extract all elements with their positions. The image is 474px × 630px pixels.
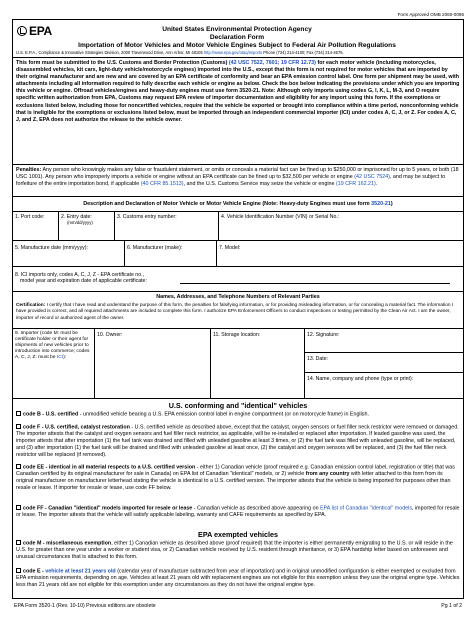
divider — [12, 291, 464, 292]
owner-field[interactable] — [94, 330, 210, 390]
code-ff-item — [16, 505, 460, 519]
code-b-label: code B - U.S. certified — [23, 411, 79, 418]
divider — [304, 352, 464, 353]
code-f-label: code F - U.S. certified, catalyst restoration — [23, 424, 130, 431]
code-ee-checkbox[interactable] — [16, 464, 21, 469]
code-m-checkbox[interactable] — [16, 540, 21, 545]
instructions-body: for each motor vehicle (including motorcycles, disassembled vehicles, kit cars, light-duty vehicle/motorcycle engines) imported into the U.S., except that this form is not required for motor vehicles that are imported by their original manufacturer and are new and are covered by an EPA certificate of conformity and bear an EPA emission control label. One form per shipment may be used, with attachments including all information required to fully describe each vehicle or engine as below. Check the box below indicating the provisions under which you are importing this vehicle or engine. Offroad vehicles/engines and heavy-duty engines must use form 3520-21. Note: Although only imports using codes G, I, K, L, M-3, and O require specific written authorization from EPA, Customs may request EPA review of importer documentation and eligibility for any import using this form. If the exemptions or exclusions listed below, including those for noncertified vehicles, require that the vehicle be exported or brought into compliance within a time period, nonconforming vehicle that is ineligible for the exemptions or exclusions listed below, must be imported through an independent commercial importer (ICI) under codes A, C, J, or Z. For codes A, C, J, and Z, EPA does not authorize the release to the vehicle owner. — [16, 60, 460, 123]
model-label: 7. Model: — [219, 245, 241, 251]
form-title: Importation of Motor Vehicles and Motor Vehicle Engines Subject to Federal Air Pollution Regulations — [78, 42, 396, 49]
form-3520-21-link[interactable]: 3520-21 — [371, 201, 391, 207]
date-label: 13. Date: — [307, 356, 329, 362]
code-f-text: - U.S. certified vehicle as described above, except that the catalyst, oxygen sensors or fuel filler neck restrictor were removed or damaged. The importer attests that the catalyst and oxygen sensors and fuel filler neck restrictor, as applicable, will be re-installed or replaced after importation. If leaded gasoline was used, the importer attests that after importation (1) the fuel tank was drained and filled with unleaded gasoline at least 3 times, or (2) the fuel tank was filled with unleaded gasoline, will be replaced, and (3) after importation (1) the fuel tank will be drained and filled with unleaded gasoline at least once, (2) the catalyst and oxygen sensors will be replaced, and (3) the fuel filler neck restrictor will be replaced (if removed). — [16, 424, 459, 459]
vin-field[interactable] — [218, 212, 464, 240]
code-b-item — [16, 411, 460, 418]
code-b-text: - unmodified vehicle bearing a U.S. EPA emission control label in engine compartment (or on motorcycle frame) in English. — [79, 411, 369, 418]
customs-entry-label: 3. Customs entry number: — [117, 214, 177, 220]
code-f-checkbox[interactable] — [16, 424, 21, 429]
divider — [304, 372, 464, 373]
code-ee-bold: from any country — [305, 471, 350, 478]
penalties-paragraph — [16, 167, 460, 188]
exempted-section-title: EPA exempted vehicles — [198, 530, 278, 539]
form-name: Declaration Form — [209, 34, 265, 41]
owner-label: 10. Owner: — [97, 332, 123, 338]
importer-label-end: ): — [63, 354, 67, 360]
divider — [12, 240, 464, 241]
parties-section-title: Names, Addresses, and Telephone Numbers of Relevant Parties — [156, 294, 320, 300]
name-company-phone-label: 14. Name, company and phone (type or print): — [307, 376, 414, 382]
declaration-title-end: ) — [390, 201, 393, 207]
certification-label: Certification: — [16, 303, 46, 308]
signature-field[interactable] — [304, 330, 464, 352]
customs-citation-link[interactable]: (42 USC 7522, 7601; 19 CFR 12.73) — [228, 60, 316, 66]
code-e-item — [16, 568, 460, 589]
code-e-checkbox[interactable] — [16, 568, 21, 573]
code-ee-text-b: with letter attached to this form from its original manufacturer on manufacturer letterhead stating the vehicle is identical to a U.S. certified version. The importer attests that the vehicle is being imported for purposes other than resale or lease. If importer for resale or lease, use code FF below. — [16, 471, 451, 492]
penalty-citation-link-3[interactable]: (19 CFR 162.21) — [335, 181, 376, 188]
storage-location-field[interactable] — [210, 330, 304, 390]
certification-text: I certify that I have read and understand the purpose of this form, the penalties for falsifying information, or for providing misleading information, or for concealing a material fact. The information I have provided is correct, and all required attachments are included to complete this form. I authorize EPA Enforcement Officers to conduct inspections or testing permitted by the Clean Air Act. I am the owner, importer of record or authorized agent of the owner. — [16, 303, 454, 321]
code-f-item — [16, 424, 460, 459]
vin-label: 4. Vehicle Identification Number (VIN) or Serial No.: — [221, 214, 340, 220]
form-revision-footer: EPA Form 3520-1 (Rev. 10-10) Previous editions are obsolete — [14, 603, 156, 609]
importer-label: 9. Importer (code M: must be certificate holder or their agent for shipments of new vehicles prior to introduction into commerce; codes A, C, J, Z: must be — [15, 331, 90, 360]
name-company-phone-field[interactable] — [304, 374, 464, 396]
code-ff-label: code FF - Canadian "identical" models imported for resale or lease — [23, 505, 193, 512]
manufacture-date-label: 5. Manufacture date (mm/yyyy): — [15, 245, 88, 251]
divider — [12, 57, 464, 58]
entry-date-field[interactable] — [58, 212, 114, 240]
penalty-citation-link-2[interactable]: (40 CFR 85.1513) — [140, 181, 184, 188]
importer-field[interactable] — [12, 329, 94, 387]
code-m-label: code M - miscellaneous exemption — [23, 540, 112, 547]
manufacturer-label: 6. Manufacturer (make): — [127, 245, 183, 251]
ici-certificate-label-line-1: 8. ICI imports only, codes A, C, J, Z - EPA certificate no., — [15, 272, 144, 278]
agency-address-line — [16, 50, 460, 55]
entry-date-format: (mm/dd/yyyy) — [67, 220, 93, 226]
penalties-text-1: Any person who knowingly makes any false or fraudulent statement, or omits or conceals a material fact can be fined up to $250,000 or imprisoned for up to 5 years, or both (18 USC 1001). Any person who improperly imports a vehicle or engine without an EPA certificate can be fined up to $32,500 per vehicle or engine — [16, 167, 459, 181]
instructions-intro: This form must be submitted to the U.S. Customs and Border Protection (Customs) — [16, 60, 228, 66]
penalties-label: Penalties: — [16, 167, 42, 173]
divider — [12, 164, 464, 165]
code-m-item — [16, 540, 460, 561]
entry-date-label: 2. Entry date: — [61, 214, 92, 220]
agency-address: U.S. E.P.A., Compliance & Innovative Strategies Division, 2000 Traverwood Drive, Ann Arbor, MI 48105 — [16, 50, 203, 55]
code-ff-text-a: - Canadian vehicle as described above appearing on — [193, 505, 319, 512]
imports-url-link[interactable]: http://www.epa.gov/otaq/imports — [203, 50, 263, 55]
port-code-label: 1. Port code: — [15, 214, 45, 220]
page-number: Pg 1 of 2 — [441, 603, 462, 609]
declaration-section-title — [12, 201, 464, 207]
code-ff-text-b: , imported for resale or lease. The importer attests that the vehicle will satisfy applicable labeling, warranty and CAFE requirements as specified by EPA. — [16, 505, 460, 519]
ici-certificate-field[interactable] — [12, 270, 312, 290]
code-ee-item — [16, 464, 460, 492]
divider — [12, 398, 464, 399]
code-ee-text-a: - either 1) Canadian vehicle (proof required e.g. Canadian emission control label, registration or title) that was Canadian certified by its original manufacturer for sale in Canada) on EPA list of Canadian "identical" models, or 2) vehicle — [16, 464, 455, 478]
ici-certificate-label-line-2: model year and expiration date of applicable certificate: — [20, 278, 147, 285]
vehicle-21-years-link[interactable]: vehicle at least 21 years old — [45, 568, 116, 575]
date-field[interactable] — [304, 354, 464, 370]
divider — [12, 266, 464, 267]
penalties-text-4: . — [375, 181, 378, 188]
storage-location-label: 11. Storage location: — [213, 332, 261, 338]
model-field[interactable] — [216, 243, 464, 261]
instructions-paragraph — [16, 60, 460, 124]
code-e-label: code E - — [23, 568, 44, 575]
code-ff-checkbox[interactable] — [16, 505, 21, 510]
epa-logo-text: EPA — [29, 24, 52, 38]
canadian-identical-list-link[interactable]: EPA list of Canadian "identical" models — [320, 505, 412, 512]
port-code-field[interactable] — [12, 212, 58, 240]
code-e-text: (calendar year of manufacture subtracted from year of importation) and in original unmodified configuration is either exempted or excluded from EPA emission requirements, depending on age. Vehicles at least 21 years old with replacement engines are not eligible for this exemption unless they use the original engine type. Vehicles less than 21 years old are not eligible for this exemption under any circumstances as they do not have the original engine type. — [16, 568, 460, 589]
manufacturer-field[interactable] — [124, 243, 216, 261]
agency-name: United States Environmental Protection Agency — [162, 26, 312, 33]
penalties-text-2: , and may be subject to forfeiture of the entire importation bond, if applicable — [16, 174, 446, 188]
penalties-text-3: , and the U.S. Customs Service may seize the vehicle or engine — [183, 181, 335, 188]
code-b-checkbox[interactable] — [16, 411, 21, 416]
code-ee-label: code EE - identical in all material respects to a U.S. certified version — [23, 464, 196, 471]
conforming-section-title: U.S. conforming and "identical" vehicles — [168, 401, 308, 410]
ici-link[interactable]: ICI — [56, 354, 64, 360]
signature-label: 12. Signature: — [307, 332, 340, 338]
code-m-text: , either 1) Canadian vehicle as described above (proof required) that the importer is either permanently emigrating to the U.S. or will reside in the U.S. for greater than one year under a worker or student visa, or 2) Canadian vehicle received by U.S. resident through inheritance, or 3) EPA hardship letter based on unforeseen and unusual circumstances that is attached to this form. — [16, 540, 453, 561]
customs-entry-field[interactable] — [114, 212, 218, 240]
omb-number: Form Approved OMB 2060-0095 — [397, 12, 464, 17]
penalty-citation-link-1[interactable]: (42 USC 7524) — [354, 174, 390, 181]
manufacture-date-field[interactable] — [12, 243, 124, 261]
ici-certificate-underline — [180, 283, 450, 284]
agency-phone: Phone (734) 214-4100; Fax (734) 214-4676. — [263, 50, 344, 55]
declaration-title: Description and Declaration of Motor Vehicle or Motor Vehicle Engine (Note: Heavy-duty Engines must use form — [83, 201, 370, 207]
divider — [12, 196, 464, 197]
certification-paragraph — [16, 303, 460, 322]
